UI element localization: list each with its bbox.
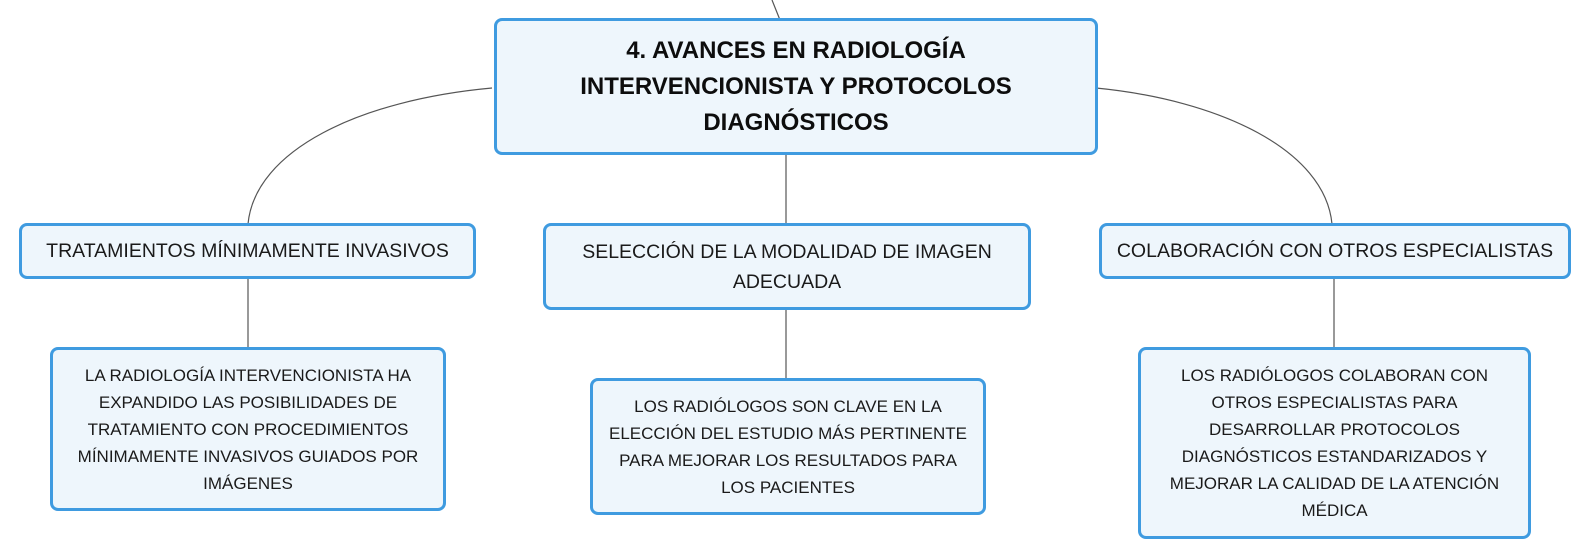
connector-root-to-branch-3 <box>1096 88 1332 224</box>
root-topic[interactable] <box>494 18 1098 155</box>
root-topic-label: 4. AVANCES EN RADIOLOGÍA INTERVENCIONISTA Y PROTOCOLOS DIAGNÓSTICOS <box>580 36 1012 136</box>
detail-topic-seleccion[interactable] <box>590 378 986 515</box>
detail-topic-text: LOS RADIÓLOGOS SON CLAVE EN LA ELECCIÓN DEL ESTUDIO MÁS PERTINENTE PARA MEJORAR LOS RESULTADOS PARA LOS PACIENTES <box>608 396 967 497</box>
connector-root-to-branch-1 <box>248 88 492 224</box>
detail-topic-text: LOS RADIÓLOGOS COLABORAN CON OTROS ESPECIALISTAS PARA DESARROLLAR PROTOCOLOS DIAGNÓSTICOS ESTANDARIZADOS Y MEJORAR LA CALIDAD DE LA ATENCIÓN MÉDICA <box>1169 366 1500 520</box>
branch-topic-seleccion[interactable] <box>543 223 1031 310</box>
detail-topic-colaboracion[interactable] <box>1138 347 1531 539</box>
branch-topic-label: COLABORACIÓN CON OTROS ESPECIALISTAS <box>1116 240 1554 262</box>
branch-topic-label: SELECCIÓN DE LA MODALIDAD DE IMAGEN ADECUADA <box>582 240 992 293</box>
detail-topic-text: LA RADIOLOGÍA INTERVENCIONISTA HA EXPANDIDO LAS POSIBILIDADES DE TRATAMIENTO CON PROCEDIMIENTOS MÍNIMAMENTE INVASIVOS GUIADOS POR IMÁGENES <box>77 365 419 493</box>
branch-topic-tratamientos[interactable] <box>19 223 476 279</box>
detail-topic-tratamientos[interactable] <box>50 347 446 511</box>
branch-topic-colaboracion[interactable] <box>1099 223 1571 279</box>
connector-to-parent <box>772 0 780 20</box>
branch-topic-label: TRATAMIENTOS MÍNIMAMENTE INVASIVOS <box>46 240 449 262</box>
